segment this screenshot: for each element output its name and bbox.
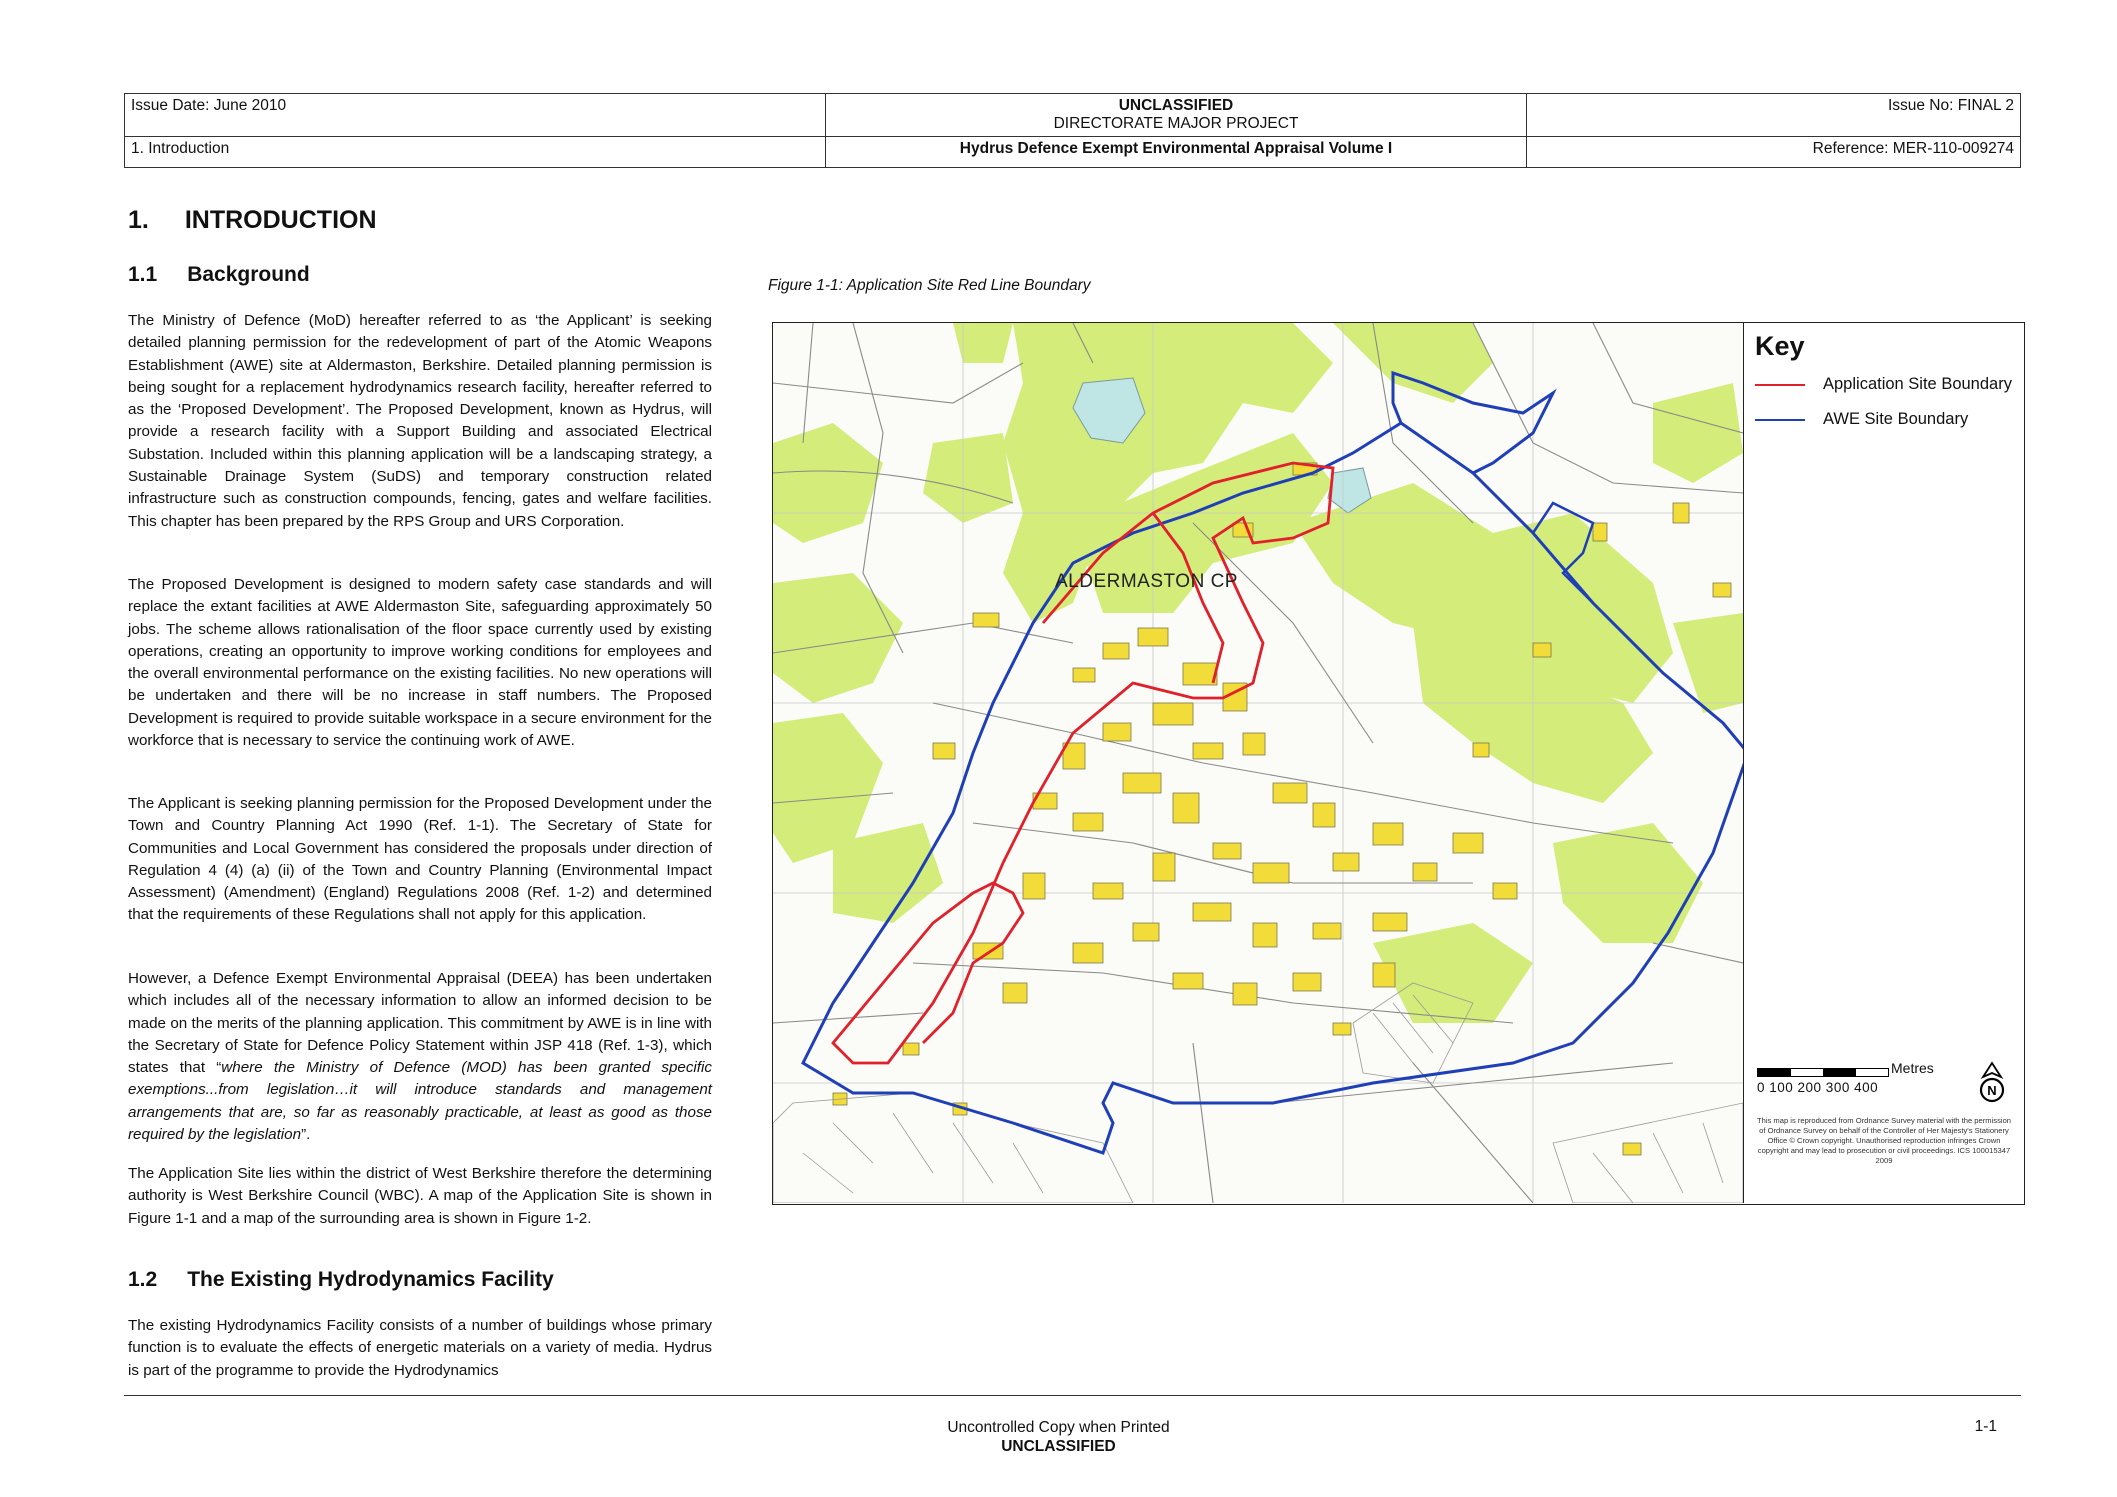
key-item-label: AWE Site Boundary <box>1823 410 1969 428</box>
document-header-table <box>124 93 2021 168</box>
chapter-title: INTRODUCTION <box>184 206 377 234</box>
key-item-awe-site <box>1755 410 1968 429</box>
classification-label: UNCLASSIFIED <box>1118 97 1234 114</box>
map-key-panel <box>1745 323 2023 1203</box>
footer-divider <box>124 1395 2021 1396</box>
classification-cell <box>826 94 1527 137</box>
section-title: Background <box>187 263 310 286</box>
section-title: The Existing Hydrodynamics Facility <box>187 1268 554 1291</box>
paragraph-planning-permission: The Applicant is seeking planning permission for the Proposed Development under the Town and Country Planning Act 1990 (Ref. 1-1). The Secretary of State for Communities and Local Government has considered the proposals under direction of Regulation 4 (4) (a) (ii) of the Town and Country Planning (Environmental Impact Assessment) (Amendment) (England) Regulations 2008 (Ref. 1-2) and determined that the requirements of these Regulations shall not apply for this application. <box>128 795 712 924</box>
paragraph-deea-end: ”. <box>301 1126 311 1144</box>
svg-text:N: N <box>1987 1083 1997 1098</box>
chapter-heading <box>128 206 377 235</box>
north-arrow-icon <box>1977 1061 2007 1105</box>
paragraph-application-site: The Application Site lies within the district of West Berkshire therefore the determining authority is West Berkshire Council (WBC). A map of the Application Site is shown in Figure 1-1 and a map of the surrounding area is shown in Figure 1-2. <box>128 1165 712 1227</box>
paragraph-existing-facility: The existing Hydrodynamics Facility consists of a number of buildings whose primary function is to evaluate the effects of energetic materials on a variety of media. Hydrus is part of the programme to provide the Hydrodynamics <box>128 1317 712 1379</box>
paragraph-deea-text: However, a Defence Exempt Environmental Appraisal (DEEA) has been undertaken which includes all of the necessary information to allow an informed decision to be made on the merits of the planning application. This commitment by AWE is in line with the Secretary of State for Defence Policy Statement within JSP 418 (Ref. 1-3), which states that “ <box>128 970 712 1077</box>
key-item-label: Application Site Boundary <box>1823 375 2012 393</box>
chapter-number: 1. <box>128 206 149 234</box>
map-graphic <box>773 323 1743 1203</box>
parish-label: ALDERMASTON CP <box>1055 571 1238 592</box>
scale-bar <box>1757 1060 1934 1095</box>
footer-uncontrolled-copy: Uncontrolled Copy when Printed <box>947 1419 1170 1436</box>
scale-bar-graphic <box>1757 1068 1889 1077</box>
section-number: 1.1 <box>128 263 158 286</box>
site-map <box>773 323 1744 1203</box>
issue-date: Issue Date: June 2010 <box>125 94 826 137</box>
site-map-figure <box>772 322 2025 1205</box>
scale-ticks: 0 100 200 300 400 <box>1757 1080 1879 1095</box>
issue-number: Issue No: FINAL 2 <box>1527 94 2021 137</box>
woodland-areas <box>773 323 1743 1023</box>
project-label: DIRECTORATE MAJOR PROJECT <box>1053 115 1299 132</box>
paragraph-deea <box>128 968 712 1146</box>
blue-line-swatch <box>1755 419 1805 421</box>
paragraph-proposed-development: The Proposed Development is designed to modern safety case standards and will replace the extant facilities at AWE Aldermaston Site, safeguarding approximately 50 jobs. The scheme allows rationalisation of the floor space currently used by existing operations, creating an opportunity to improve working conditions for employees and the overall environmental performance on the existing facilities. No new operations will be undertaken and there will be no increase in staff numbers. The Proposed Development is required to provide suitable workspace in a secure environment for the workforce that is necessary to service the continuing work of AWE. <box>128 576 712 750</box>
key-item-application-site <box>1755 375 2012 394</box>
key-title: Key <box>1755 331 1805 361</box>
section-heading-existing-facility <box>128 1268 554 1292</box>
page-number: 1-1 <box>1974 1418 1997 1435</box>
policy-quote: where the Ministry of Defence (MOD) has been granted specific exemptions...from legislation…it will introduce standards and management arrangements that are, so far as reasonably practicable, at least as good as those required by the legislation <box>128 1059 712 1144</box>
section-number: 1.2 <box>128 1268 158 1291</box>
section-name: 1. Introduction <box>125 137 826 168</box>
section-heading-background <box>128 263 310 287</box>
figure-caption: Figure 1-1: Application Site Red Line Boundary <box>768 277 1091 294</box>
ordnance-survey-copyright: This map is reproduced from Ordnance Survey material with the permission of Ordnance Survey on behalf of the Controller of Her Majesty's Stationery Office © Crown copyright. Unauthorised reproduction infringes Crown copyright and may lead to prosecution or civil proceedings. ICS 100015347 2009 <box>1756 1116 2012 1165</box>
residential-area <box>773 983 1743 1203</box>
paragraph-applicant: The Ministry of Defence (MoD) hereafter referred to as ‘the Applicant’ is seeking detailed planning permission for the redevelopment of part of the Atomic Weapons Establishment (AWE) site at Aldermaston, Berkshire. Detailed planning permission is being sought for a replacement hydrodynamics research facility, hereafter referred to as the ‘Proposed Development’. The Proposed Development, known as Hydrus, will provide a research facility with a Support Building and associated Electrical Substation. Included within this planning application will be a landscaping strategy, a Sustainable Drainage System (SuDS) and temporary construction related infrastructure such as construction compounds, fencing, gates and welfare facilities. This chapter has been prepared by the RPS Group and URS Corporation. <box>128 312 712 530</box>
document-title: Hydrus Defence Exempt Environmental Appraisal Volume I <box>826 137 1527 168</box>
document-reference: Reference: MER-110-009274 <box>1527 137 2021 168</box>
red-line-swatch <box>1755 384 1805 386</box>
scale-unit: Metres <box>1891 1060 1934 1076</box>
footer-classification: UNCLASSIFIED <box>1001 1438 1116 1455</box>
footer-notice <box>0 1418 2117 1456</box>
